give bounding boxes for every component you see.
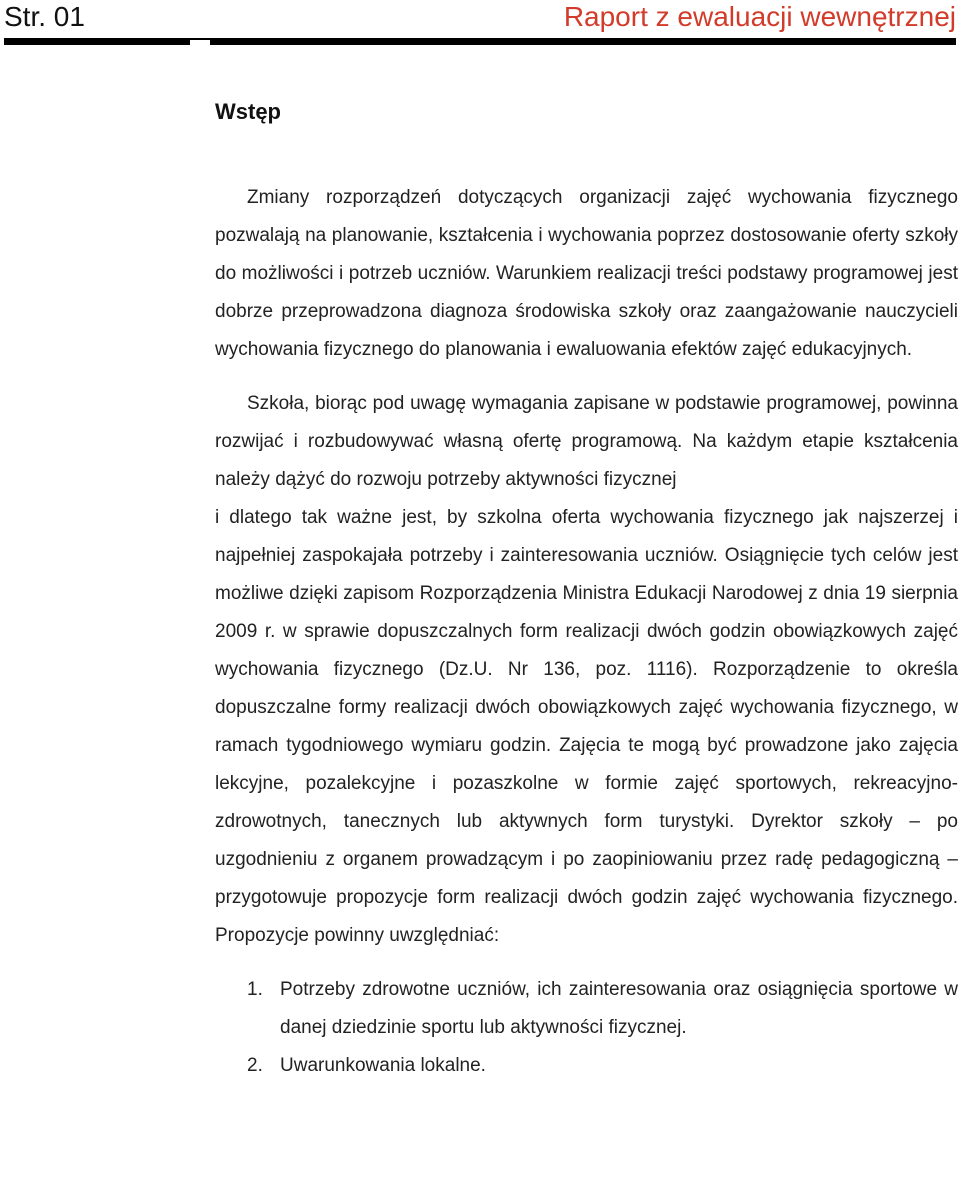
list-marker: 2. <box>247 1055 263 1076</box>
section-title: Wstęp <box>215 99 281 124</box>
header-rule <box>4 38 956 45</box>
list-item <box>215 971 958 1047</box>
page-header <box>0 0 960 48</box>
paragraph-intro: Zmiany rozporządzeń dotyczących organizacji zajęć wychowania fizycznego pozwalają na planowanie, kształcenia i wychowania poprzez dostosowanie oferty szkoły do możliwości i potrzeb uczniów. Warunkiem realizacji treści podstawy programowej jest dobrze przeprowadzona diagnoza środowiska szkoły oraz zaangażowanie nauczycieli wychowania fizycznego do planowania i ewaluowania efektów zajęć edukacyjnych. <box>215 187 958 360</box>
report-title: Raport z ewaluacji wewnętrznej <box>563 1 956 32</box>
paragraph-school-offer: Szkoła, biorąc pod uwagę wymagania zapisane w podstawie programowej, powinna rozwijać i rozbudowywać własną ofertę programową. Na każdym etapie kształcenia należy dążyć do rozwoju potrzeby aktywności fizycznej <box>215 393 958 490</box>
list-marker: 1. <box>247 979 263 1000</box>
header-rule-notch <box>190 40 210 45</box>
paragraph-regulation: i dlatego tak ważne jest, by szkolna oferta wychowania fizycznego jak najszerzej i najpełniej zaspokajała potrzeby i zainteresowania uczniów. Osiągnięcie tych celów jest możliwe dzięki zapisom Rozporządzenia Ministra Edukacji Narodowej z dnia 19 sierpnia 2009 r. w sprawie dopuszczalnych form realizacji dwóch godzin obowiązkowych zajęć wychowania fizycznego (Dz.U. Nr 136, poz. 1116). Rozporządzenie to określa dopuszczalne formy realizacji dwóch obowiązkowych zajęć wychowania fizycznego, w ramach tygodniowego wymiaru godzin. Zajęcia te mogą być prowadzone jako zajęcia lekcyjne, pozalekcyjne i pozaszkolne w formie zajęć sportowych, rekreacyjno-zdrowotnych, tanecznych lub aktywnych form turystyki. Dyrektor szkoły – po uzgodnieniu z organem prowadzącym i po zaopiniowaniu przez radę pedagogiczną – przygotowuje propozycje form realizacji dwóch godzin zajęć wychowania fizycznego. Propozycje powinny uwzględniać: <box>215 507 958 946</box>
list-item-text: Potrzeby zdrowotne uczniów, ich zainteresowania oraz osiągnięcia sportowe w danej dziedzinie sportu lub aktywności fizycznej. <box>280 979 958 1038</box>
page-number: Str. 01 <box>4 1 85 32</box>
list-item-text: Uwarunkowania lokalne. <box>280 1055 486 1076</box>
document-body <box>215 95 958 1085</box>
list-item <box>215 1047 958 1085</box>
considerations-list <box>215 971 958 1085</box>
